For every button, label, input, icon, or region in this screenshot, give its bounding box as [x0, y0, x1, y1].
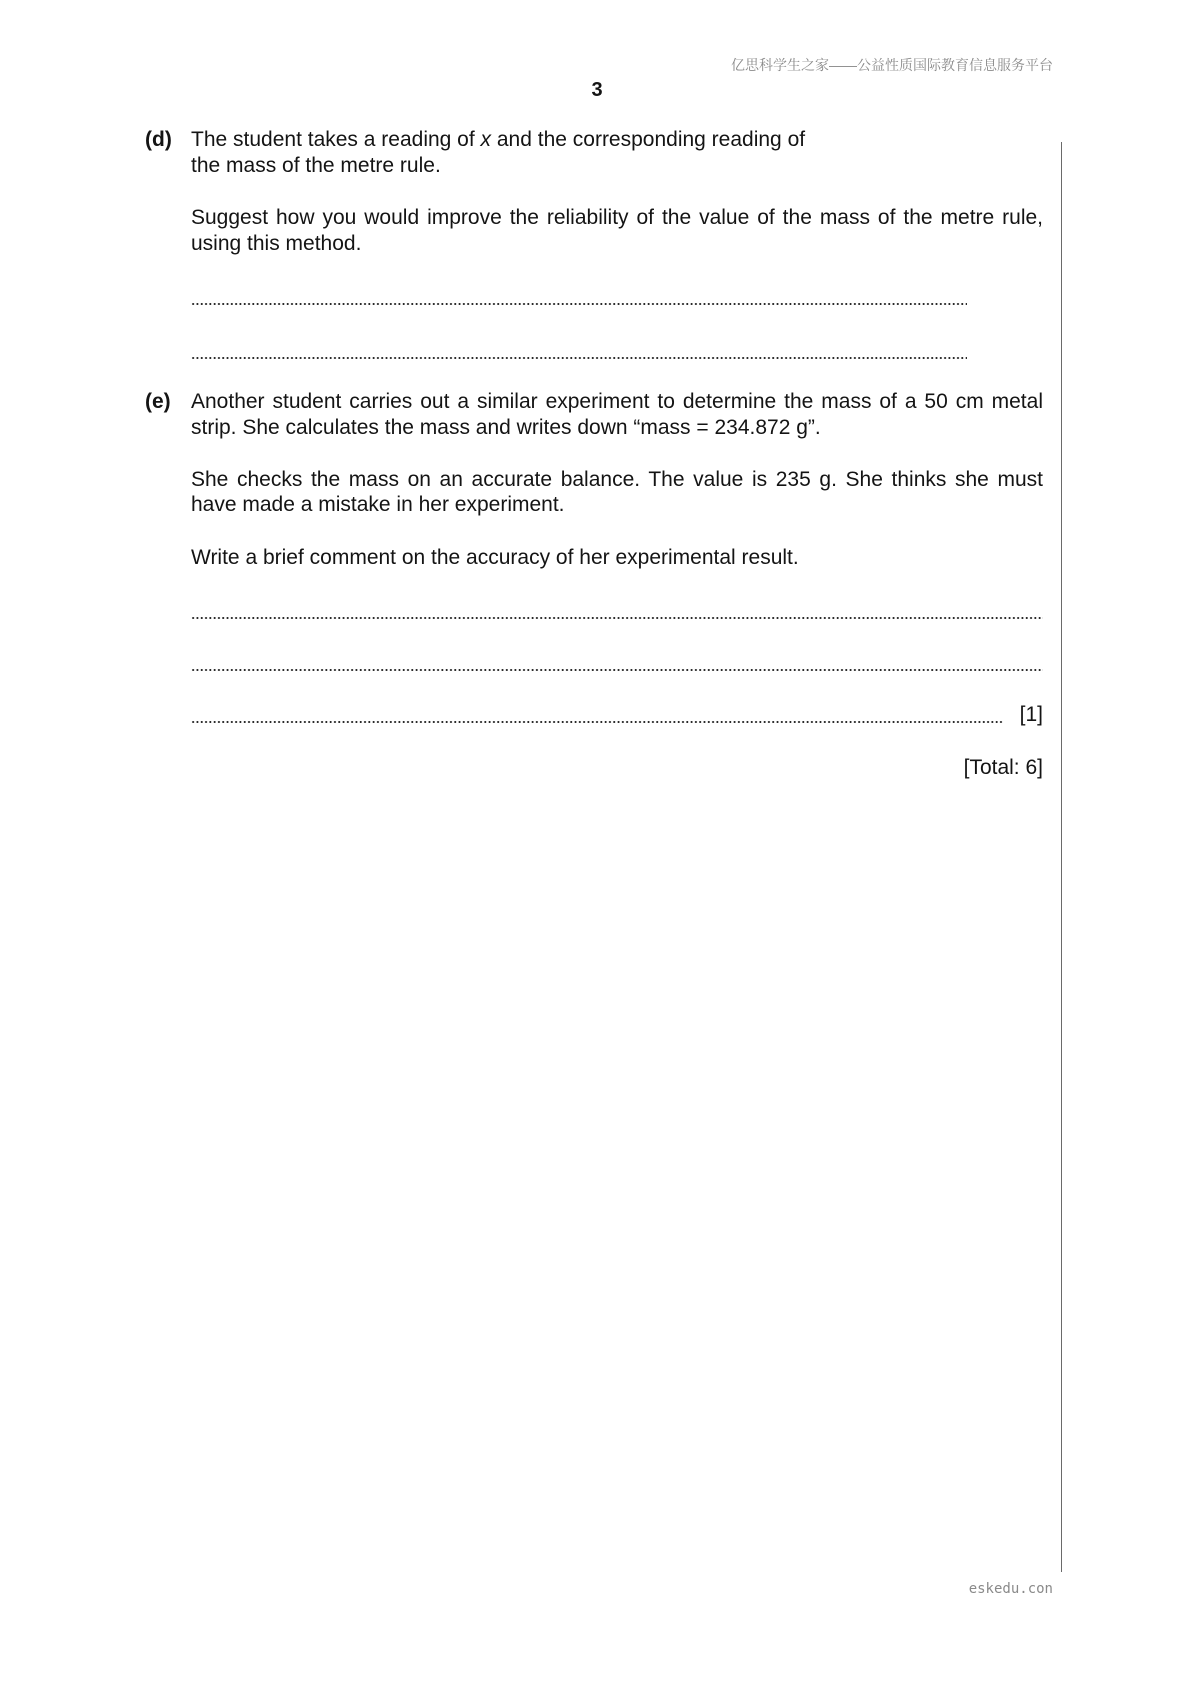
answer-line	[191, 616, 1043, 620]
footer-site-text: eskedu.con	[968, 1581, 1053, 1597]
answer-line	[191, 720, 1004, 724]
page-number: 3	[591, 79, 603, 101]
answer-line	[191, 302, 967, 306]
question-d-prompt-line-2: using this method.	[191, 232, 362, 255]
margin-rule	[1061, 142, 1062, 1572]
question-d-label: (d)	[145, 128, 172, 151]
total-marks: [Total: 6]	[963, 756, 1043, 779]
question-d-line-1-pre: The student takes a reading of	[191, 128, 481, 151]
question-e-prompt: Write a brief comment on the accuracy of her experimental result.	[191, 546, 799, 569]
question-e-para2-line-2: have made a mistake in her experiment.	[191, 493, 565, 516]
question-e-para1-line-2: strip. She calculates the mass and writes down “mass = 234.872 g”.	[191, 416, 821, 439]
question-e-para2-line-1: She checks the mass on an accurate balance. The value is 235 g. She thinks she must	[191, 468, 1043, 491]
question-d-line-2: the mass of the metre rule.	[191, 154, 441, 177]
mark-allocation: [1]	[1019, 703, 1043, 726]
question-e-para1-line-1: Another student carries out a similar experiment to determine the mass of a 50 cm metal	[191, 390, 1043, 413]
question-d-prompt-line-1: Suggest how you would improve the reliability of the value of the mass of the metre rule,	[191, 206, 1043, 229]
answer-line	[191, 356, 967, 360]
site-header-text: 亿思科学生之家——公益性质国际教育信息服务平台	[731, 57, 1053, 73]
question-d-line-1	[191, 127, 1043, 153]
question-d-line-1-post: and the corresponding reading of	[491, 128, 806, 151]
question-e-label: (e)	[145, 390, 171, 413]
variable-x: x	[480, 128, 492, 151]
answer-line	[191, 668, 1043, 672]
